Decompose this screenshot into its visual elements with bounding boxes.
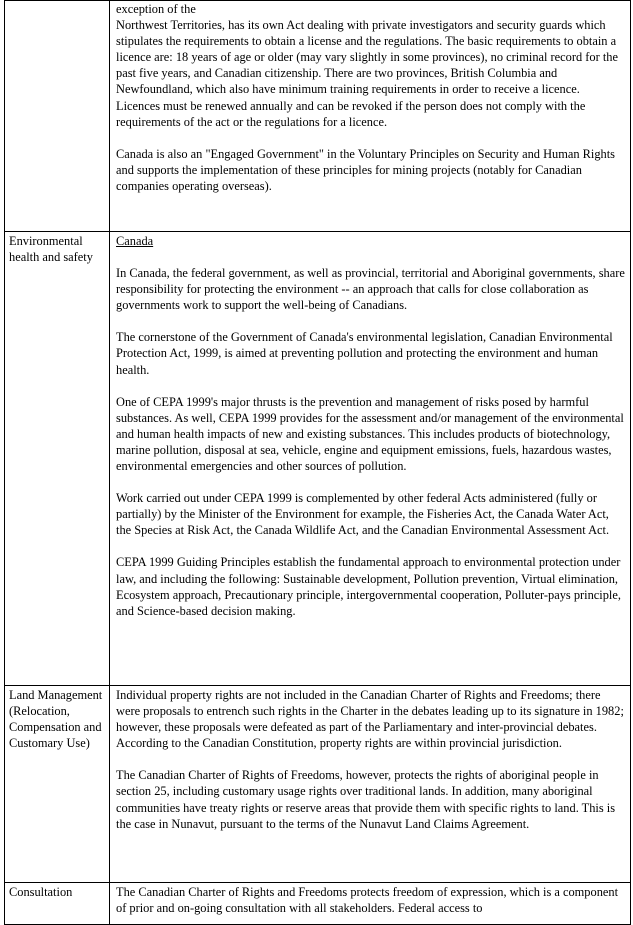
row-content [110, 232, 631, 686]
paragraph: The cornerstone of the Government of Canada's environmental legislation, Canadian Environmental Protection Act, 1999, is aimed at preventing pollution and protecting the environment and human health. [116, 330, 613, 377]
table-row [5, 686, 631, 883]
paragraph: exception of the Northwest Territories, has its own Act dealing with private investigators and security guards which stipulates the requirements to obtain a license and the regulations. The basic requirements to obtain a licence are: 18 years of age or older (may vary slightly in some provinces), no criminal record for the past five years, and Canadian citizenship. There are two provinces, British Columbia and Newfoundland, which also have minimum training requirements in order to receive a licence. Licences must be renewed annually and can be revoked if the person does not comply with the requirements of the act or the regulations for a licence. [116, 2, 618, 129]
row-content [110, 1, 631, 232]
paragraph: In Canada, the federal government, as well as provincial, territorial and Aboriginal governments, share responsibility for protecting the environment -- an approach that calls for close collaboration as governments work to support the well-being of Canadians. [116, 266, 625, 313]
paragraph: CEPA 1999 Guiding Principles establish the fundamental approach to environmental protection under law, and including the following: Sustainable development, Pollution prevention, Virtual elimination, Ecosystem approach, Precautionary principle, intergovernmental cooperation, Polluter-pays principle, and Science-based decision making. [116, 555, 621, 618]
row-label [5, 1, 110, 232]
paragraph: The Canadian Charter of Rights of Freedoms, however, protects the rights of aboriginal people in section 25, including customary usage rights over traditional lands. In addition, many aboriginal communities have treaty rights or reserve areas that provide them with specific rights to land. This is the case in Nunavut, pursuant to the terms of the Nunavut Land Claims Agreement. [116, 768, 616, 831]
table-row [5, 883, 631, 925]
section-heading: Canada [116, 234, 154, 248]
row-label: Consultation [5, 883, 110, 925]
paragraph: Individual property rights are not included in the Canadian Charter of Rights and Freedoms; there were proposals to entrench such rights in the Charter in the debates leading up to its signature in 1982; however, these proposals were defeated as part of the Parliamentary and inter-provincial debates. According to the Canadian Constitution, property rights are within provincial jurisdiction. [116, 688, 624, 751]
table-row [5, 1, 631, 232]
paragraph: One of CEPA 1999's major thrusts is the prevention and management of risks posed by harmful substances. As well, CEPA 1999 provides for the assessment and/or management of the environmental and human health impacts of new and existing substances. This includes products of biotechnology, marine pollution, disposal at sea, vehicle, engine and equipment emissions, fuels, hazardous wastes, environmental emergencies and other sources of pollution. [116, 394, 624, 474]
document-table [4, 0, 631, 925]
row-content [110, 883, 631, 925]
row-label: Environmental health and safety [5, 232, 110, 686]
paragraph: Canada is also an "Engaged Government" in the Voluntary Principles on Security and Human Rights and supports the implementation of these principles for mining projects (notably for Canadian companies operating overseas). [116, 146, 615, 193]
row-content [110, 686, 631, 883]
paragraph: The Canadian Charter of Rights and Freedoms protects freedom of expression, which is a component of prior and on-going consultation with all stakeholders. Federal access to [116, 885, 619, 916]
table-row [5, 232, 631, 686]
paragraph: Work carried out under CEPA 1999 is complemented by other federal Acts administered (fully or partially) by the Minister of the Environment for example, the Fisheries Act, the Canada Water Act, the Species at Risk Act, the Canada Wildlife Act, and the Canadian Environmental Assessment Act. [116, 491, 610, 538]
row-label: Land Management (Relocation, Compensation and Customary Use) [5, 686, 110, 883]
